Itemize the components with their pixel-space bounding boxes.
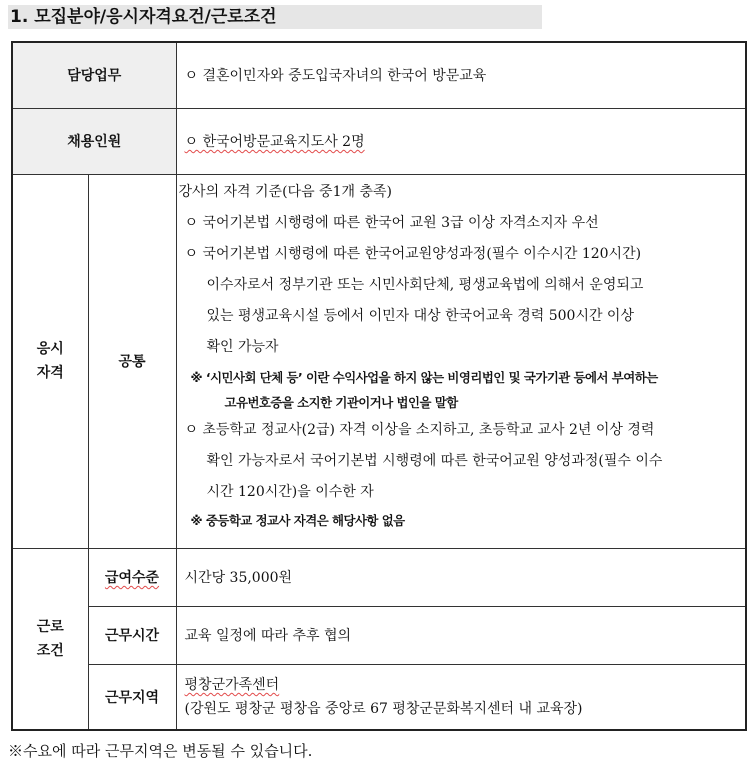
location-line1: 평창군가족센터 <box>184 676 280 693</box>
qualification-item2-line3: 있는 평생교육시설 등에서 이민자 대상 한국어교육 경력 500시간 이상 <box>206 307 634 324</box>
location-line2: (강원도 평창군 평창읍 중앙로 67 평창군문화복지센터 내 교육장) <box>184 700 583 717</box>
qualification-content <box>176 174 746 548</box>
pay-row <box>12 548 746 606</box>
qualification-item3-line3: 시간 120시간)을 이수한 자 <box>206 483 374 500</box>
location-row <box>12 664 746 730</box>
pay-label <box>88 548 176 606</box>
location-value <box>176 664 746 730</box>
qualification-item3-line1: ㅇ 초등학교 정교사(2급) 자격 이상을 소지하고, 초등학교 교사 2년 이상 경력 <box>184 421 655 438</box>
hiring-label: 채용인원 <box>12 108 176 174</box>
hours-value: 교육 일정에 따라 추후 협의 <box>176 606 746 664</box>
section-title: 1. 모집분야/응시자격요건/근로조건 <box>8 5 542 29</box>
duty-row <box>12 42 746 108</box>
qualification-item1: ㅇ 국어기본법 시행령에 따른 한국어 교원 3급 이상 자격소지자 우선 <box>184 214 599 231</box>
hiring-row <box>12 108 746 174</box>
qualification-note1-line2: 고유번호증을 소지한 기관이거나 법인을 말함 <box>224 394 458 410</box>
hours-label: 근무시간 <box>88 606 176 664</box>
qualification-label-line1: 응시 <box>36 341 64 357</box>
pay-value: 시간당 35,000원 <box>176 548 746 606</box>
qualification-item2-line2: 이수자로서 정부기관 또는 시민사회단체, 평생교육법에 의해서 운영되고 <box>206 276 644 293</box>
qualification-note2: ※ 중등학교 정교사 자격은 해당사항 없음 <box>190 512 405 528</box>
qualification-label <box>12 174 88 548</box>
qualification-item2-line4: 확인 가능자 <box>206 338 279 355</box>
recruitment-table <box>11 41 747 731</box>
qualification-row <box>12 174 746 548</box>
qualification-intro: 강사의 자격 기준(다음 중1개 충족) <box>178 183 392 200</box>
conditions-label <box>12 548 88 730</box>
duty-label: 담당업무 <box>12 42 176 108</box>
conditions-label-line1: 근로 <box>36 618 64 635</box>
qualification-label-line2: 자격 <box>36 365 64 381</box>
hours-row <box>12 606 746 664</box>
pay-label-text: 급여수준 <box>104 570 160 586</box>
hiring-value <box>176 108 746 174</box>
footer-note: ※수요에 따라 근무지역은 변동될 수 있습니다. <box>8 742 313 760</box>
qualification-item2-line1: ㅇ 국어기본법 시행령에 따른 한국어교원양성과정(필수 이수시간 120시간) <box>184 245 642 262</box>
conditions-label-line2: 조건 <box>36 642 64 659</box>
qualification-sub-label: 공통 <box>88 174 176 548</box>
qualification-note1-line1: ※ ‘시민사회 단체 등’ 이란 수익사업을 하지 않는 비영리법인 및 국가기관 등에서 부여하는 <box>190 369 658 385</box>
location-label: 근무지역 <box>88 664 176 730</box>
qualification-item3-line2: 확인 가능자로서 국어기본법 시행령에 따른 한국어교원 양성과정(필수 이수 <box>206 452 663 469</box>
duty-value: ㅇ 결혼이민자와 중도입국자녀의 한국어 방문교육 <box>176 42 746 108</box>
hiring-text: ㅇ 한국어방문교육지도사 2명 <box>184 134 365 150</box>
